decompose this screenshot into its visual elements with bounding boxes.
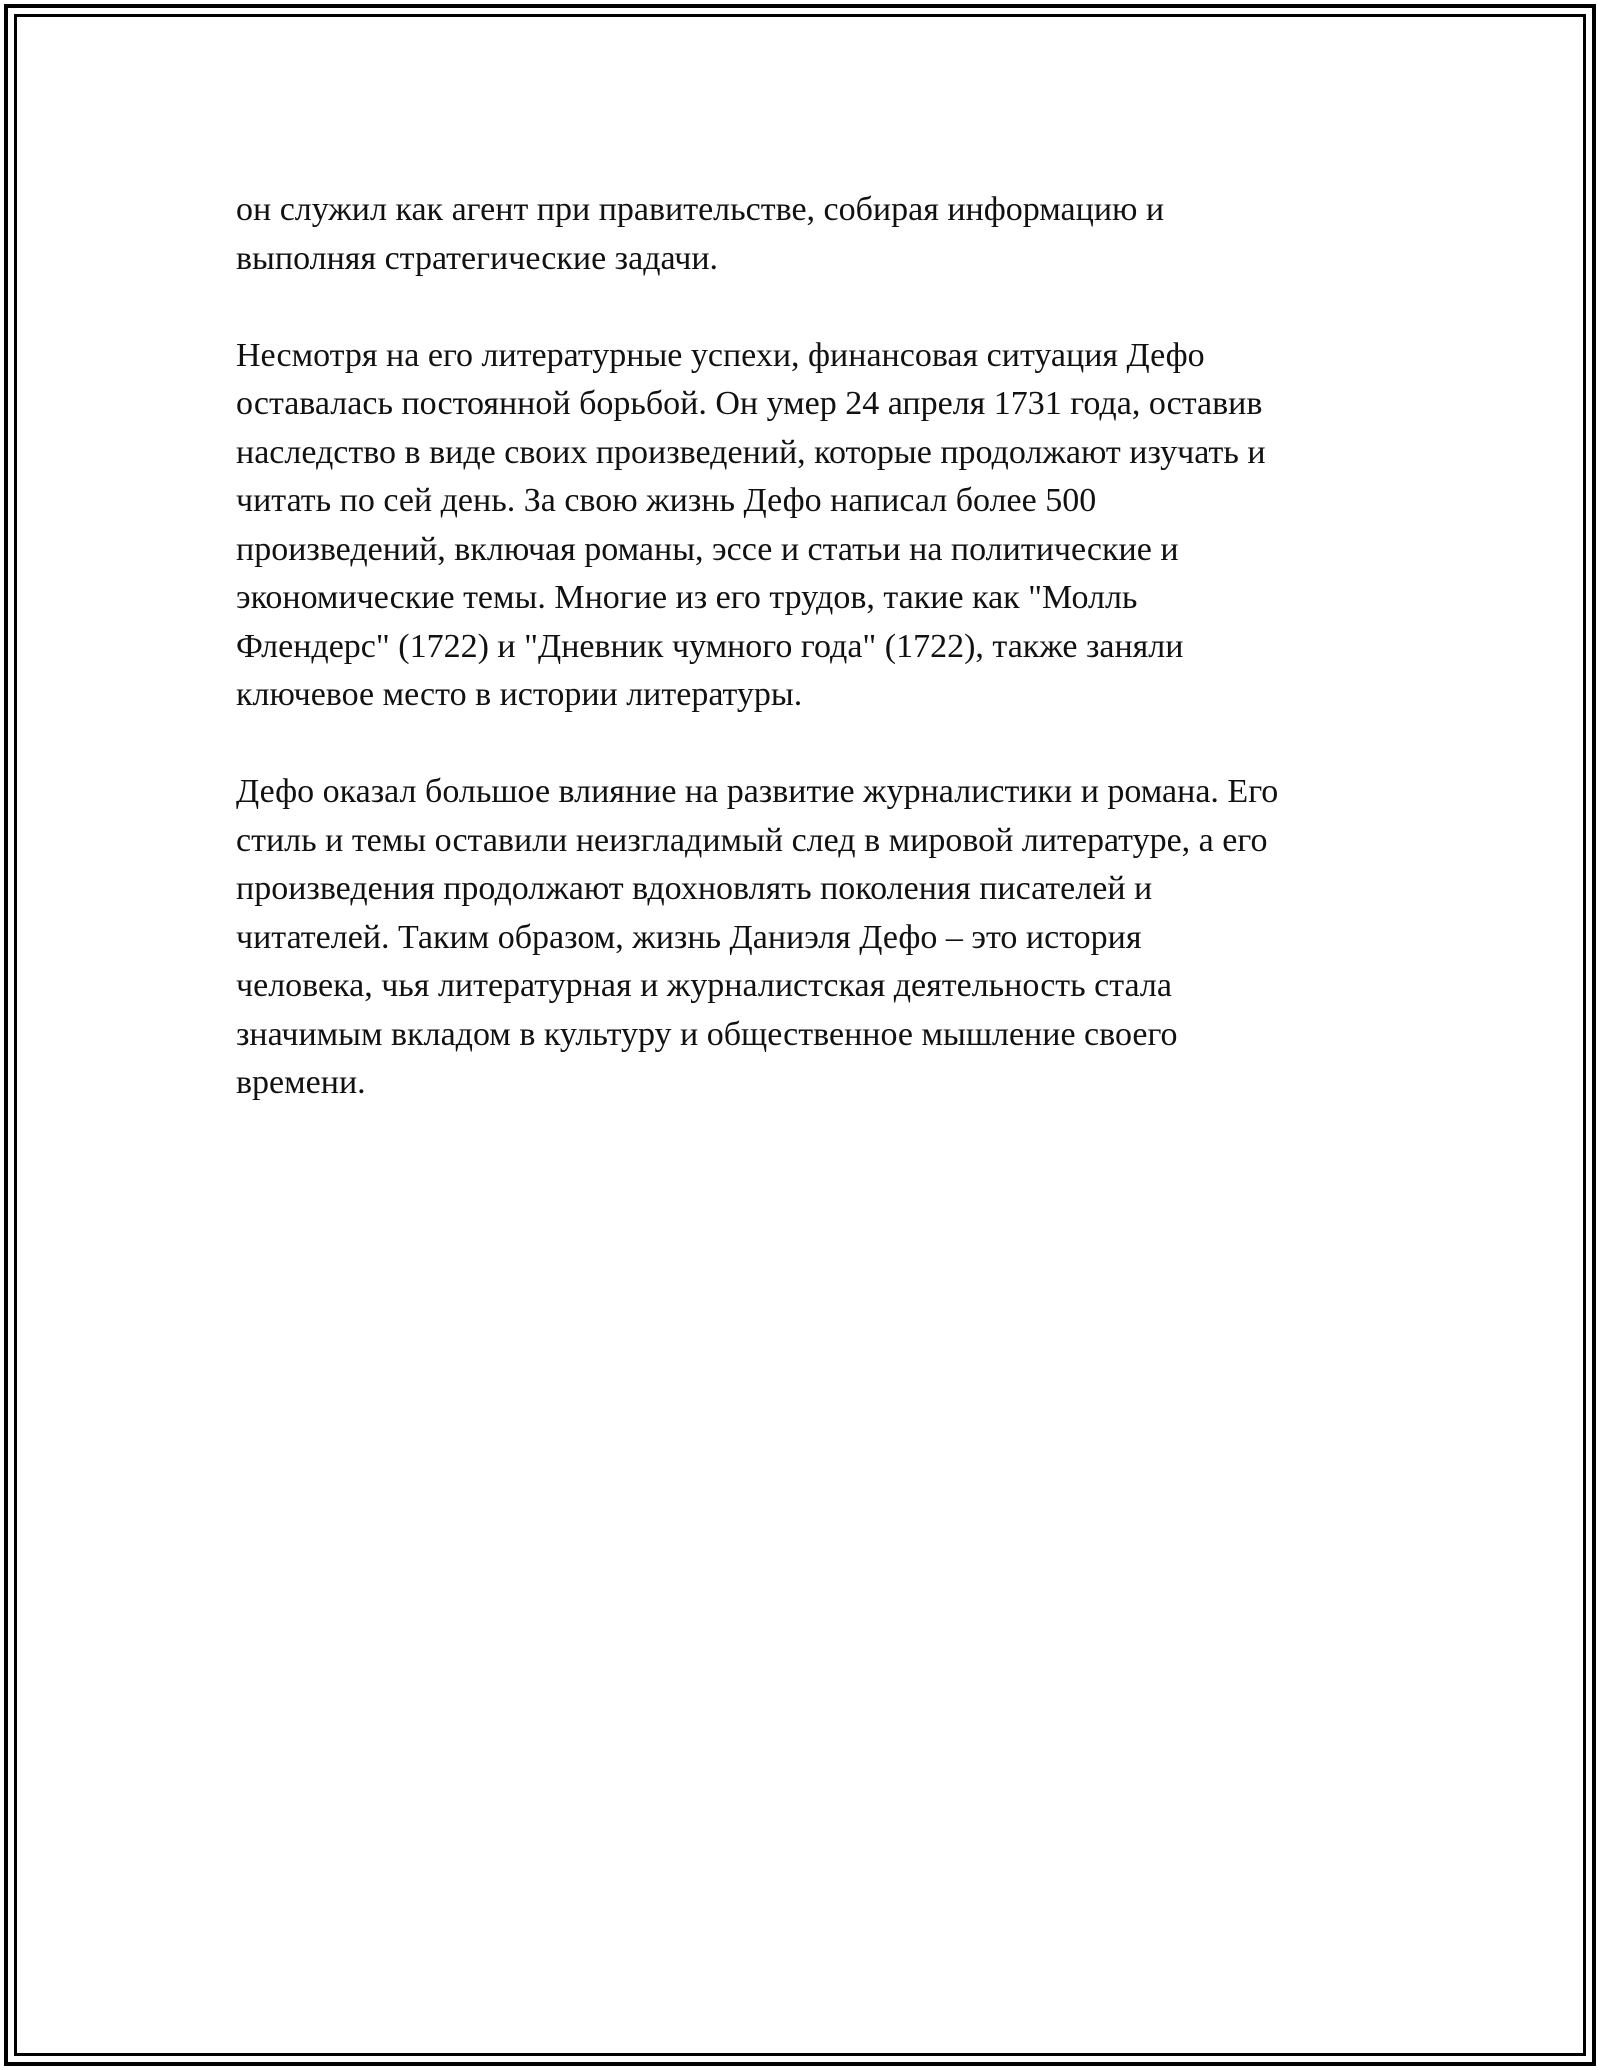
paragraph-continuation: он служил как агент при правительстве, собирая информацию и выполняя стратегические задачи.	[236, 191, 1165, 277]
paragraph-later-life: Несмотря на его литературные успехи, финансовая ситуация Дефо оставалась постоянной борьбой. Он умер 24 апреля 1731 года, оставив наследство в виде своих произведений, которые продолжают изучать и читать по сей день. За свою жизнь Дефо написал более 500 произведений, включая романы, эссе и статьи на политические и экономические темы. Многие из его трудов, такие как "Молль Флендерс" (1722) и "Дневник чумного года" (1722), также заняли ключевое место в истории литературы.	[236, 336, 1266, 713]
document-body	[236, 186, 1376, 1156]
paragraph-legacy: Дефо оказал большое влияние на развитие журналистики и романа. Его стиль и темы оставили неизгладимый след в мировой литературе, а его произведения продолжают вдохновлять поколения писателей и читателей. Таким образом, жизнь Даниэля Дефо – это история человека, чья литературная и журналистская деятельность стала значимым вкладом в культуру и общественное мышление своего времени.	[236, 773, 1279, 1101]
